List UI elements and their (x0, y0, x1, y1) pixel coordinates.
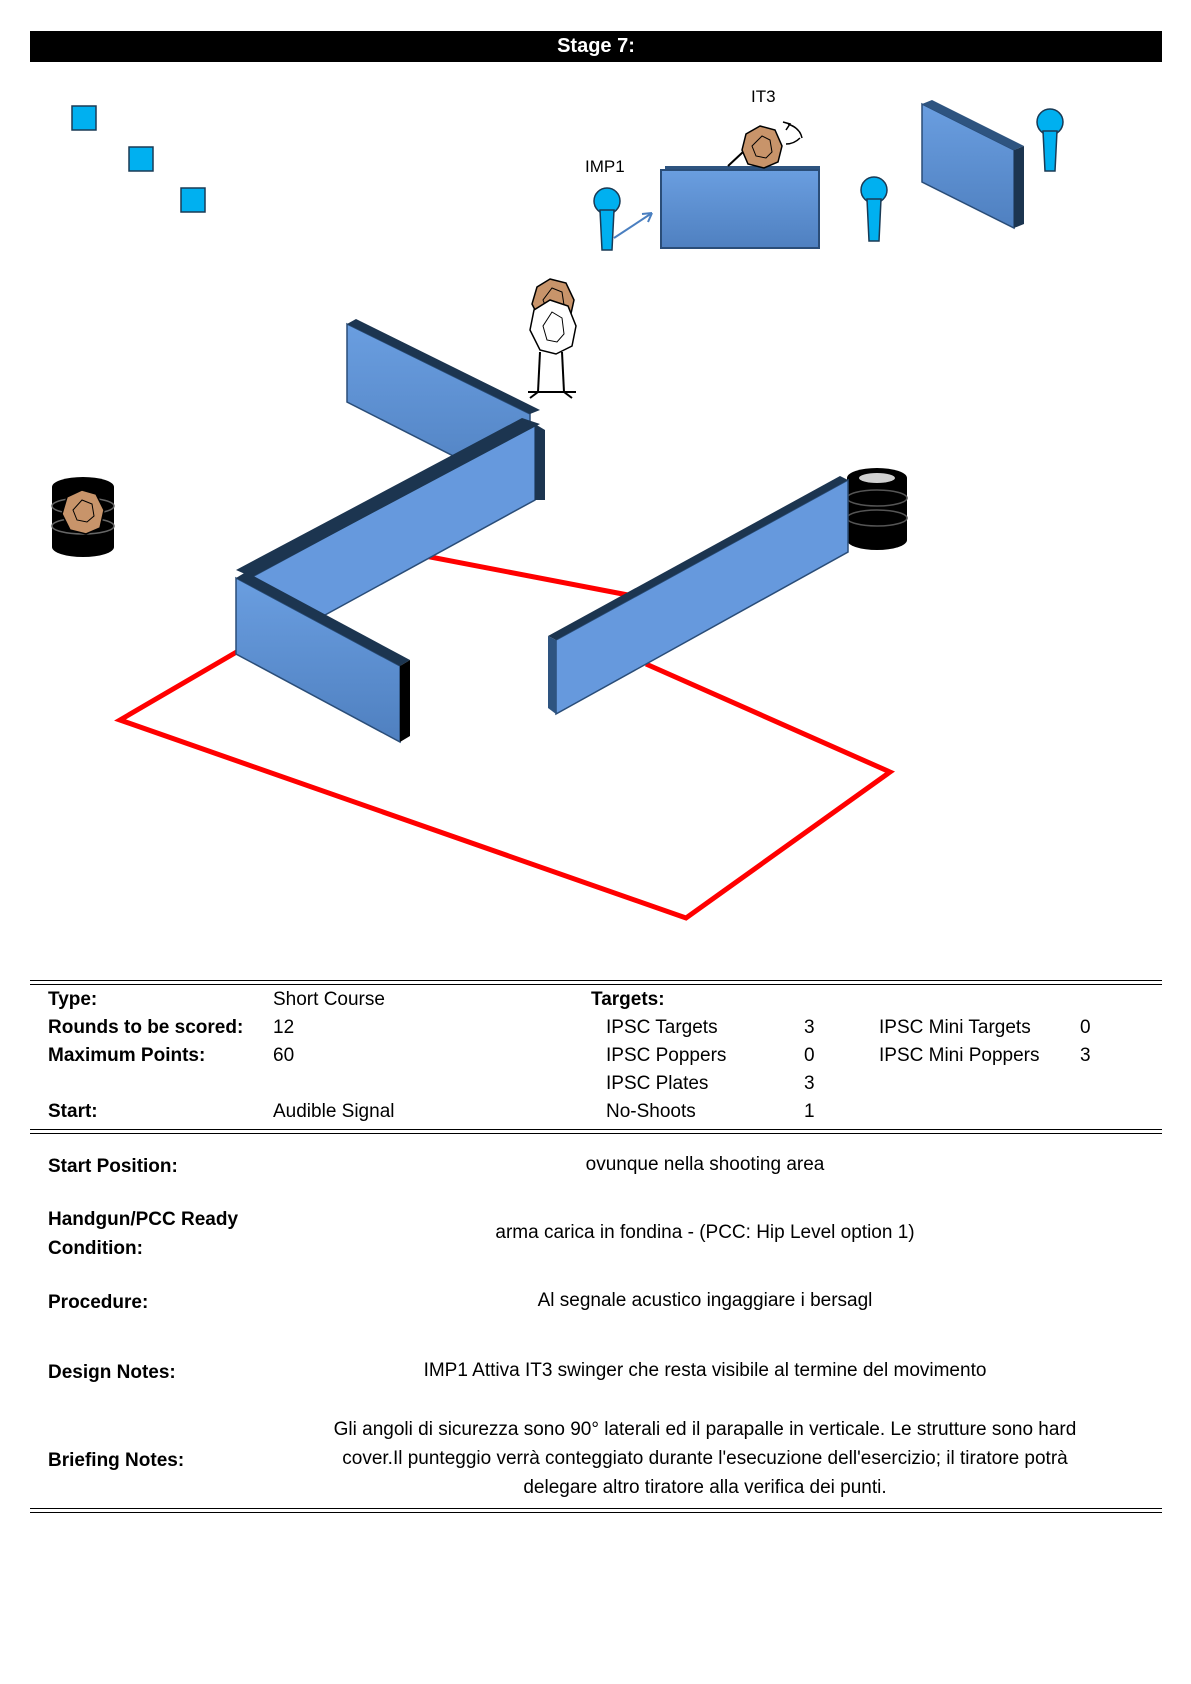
start-position-label: Start Position: (48, 1156, 178, 1177)
rounds-value: 12 (273, 1017, 295, 1038)
fault-line-inner (420, 555, 628, 595)
target-name: No-Shoots (606, 1101, 696, 1122)
rule-mid-2 (30, 1133, 1162, 1134)
mini-popper-imp1 (594, 188, 620, 250)
procedure-label: Procedure: (48, 1292, 149, 1313)
stage-title: Stage 7: (30, 31, 1162, 62)
label-imp1: IMP1 (585, 157, 625, 176)
target-count: 3 (804, 1073, 815, 1094)
wall-top-right (922, 100, 1024, 228)
stage-diagram (0, 62, 1191, 962)
briefing-notes-label: Briefing Notes: (48, 1450, 185, 1471)
targets-label: Targets: (591, 989, 665, 1010)
briefing-notes-line-1: Gli angoli di sicurezza sono 90° laterali ed il parapalle in verticale. Le strutture sono hard (333, 1419, 1077, 1440)
briefing-notes-line-3: delegare altro tiratore alla verifica dei punti. (523, 1477, 887, 1498)
target-count: 0 (804, 1045, 815, 1066)
rounds-label: Rounds to be scored: (48, 1017, 244, 1038)
start-position-value: ovunque nella shooting area (585, 1154, 825, 1175)
target-count: 1 (804, 1101, 815, 1122)
rule-top-1 (30, 980, 1162, 981)
design-notes-label: Design Notes: (48, 1362, 176, 1383)
design-notes-value: IMP1 Attiva IT3 swinger che resta visibile al termine del movimento (423, 1360, 987, 1381)
target-name: IPSC Targets (606, 1017, 718, 1038)
ready-condition-label-2: Condition: (48, 1238, 143, 1259)
target-count: 3 (1080, 1045, 1091, 1066)
procedure-value: Al segnale acustico ingaggiare i bersagl (537, 1290, 873, 1311)
target-name: IPSC Mini Poppers (879, 1045, 1040, 1066)
tyre-stack-right (847, 468, 907, 550)
rule-bottom-2 (30, 1512, 1162, 1513)
ready-condition-value: arma carica in fondina - (PCC: Hip Level option 1) (495, 1222, 915, 1243)
box-barricade (661, 166, 820, 248)
ready-condition-label-1: Handgun/PCC Ready (48, 1209, 239, 1230)
plate-1 (72, 106, 96, 130)
plate-3 (181, 188, 205, 212)
rule-mid-1 (30, 1129, 1162, 1130)
activation-arrow (614, 213, 652, 238)
target-on-stand (528, 279, 576, 398)
plate-2 (129, 147, 153, 171)
no-shoot-target (530, 300, 576, 354)
tyre-stack-left (52, 477, 114, 557)
target-name: IPSC Poppers (606, 1045, 727, 1066)
start-value: Audible Signal (273, 1101, 395, 1122)
mini-popper-2 (861, 177, 887, 241)
wall-structure-right (548, 476, 848, 714)
mini-popper-3 (1037, 109, 1063, 171)
type-label: Type: (48, 989, 98, 1010)
briefing-notes-line-2: cover.Il punteggio verrà conteggiato durante l'esecuzione dell'esercizio; il tiratore potrà (342, 1448, 1068, 1469)
type-value: Short Course (273, 989, 385, 1010)
target-name: IPSC Mini Targets (879, 1017, 1031, 1038)
target-name: IPSC Plates (606, 1073, 709, 1094)
swinger-target-it3 (728, 122, 802, 168)
points-value: 60 (273, 1045, 295, 1066)
label-it3: IT3 (751, 87, 776, 106)
fault-line (120, 650, 890, 918)
start-label: Start: (48, 1101, 98, 1122)
rule-top-2 (30, 984, 1162, 985)
points-label: Maximum Points: (48, 1045, 206, 1066)
rule-bottom-1 (30, 1508, 1162, 1509)
wall-structure-left (236, 319, 545, 742)
target-count: 3 (804, 1017, 815, 1038)
target-count: 0 (1080, 1017, 1091, 1038)
